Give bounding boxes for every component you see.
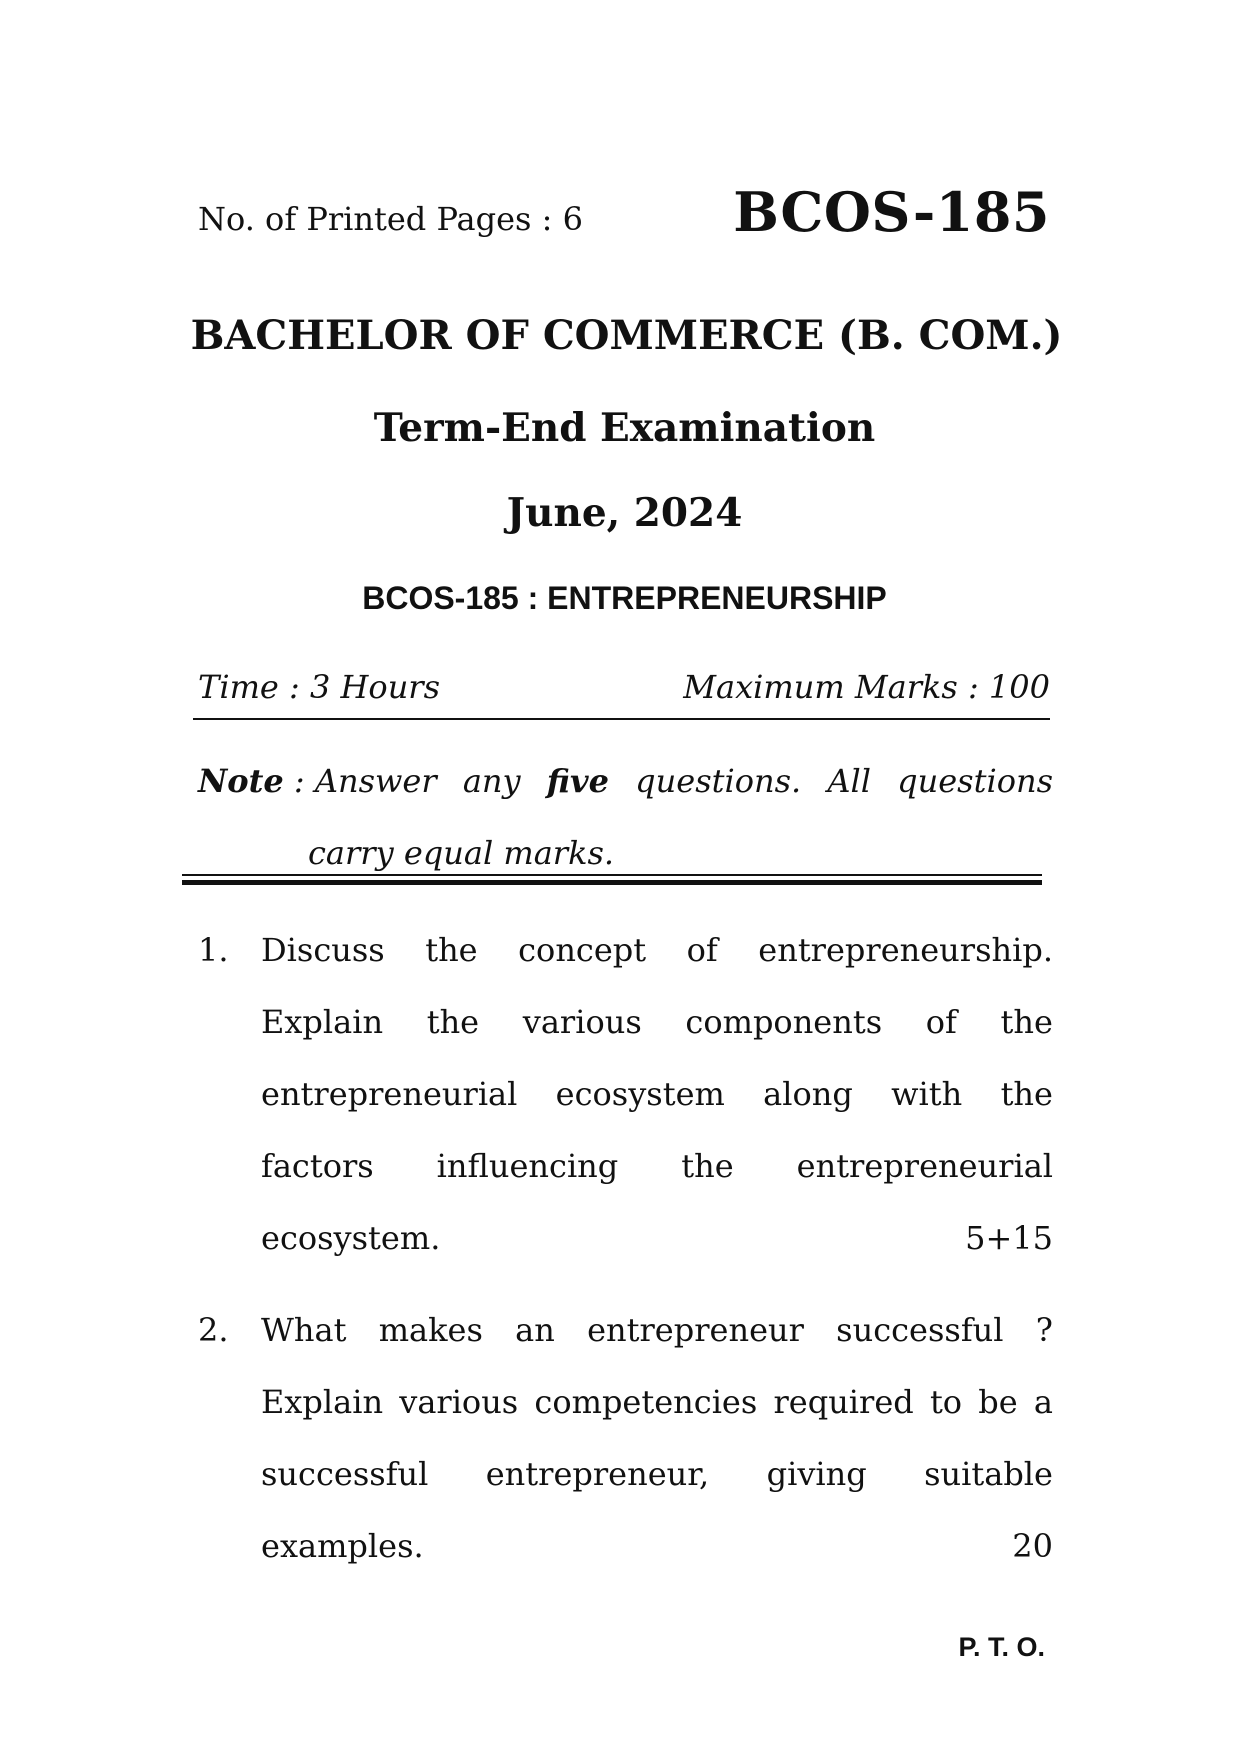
question-number: 2.	[198, 1311, 229, 1349]
question-word: competencies	[534, 1383, 758, 1421]
programme-title: BACHELOR OF COMMERCE (B. COM.)	[190, 312, 1063, 359]
question-word: Explain	[261, 1003, 384, 1041]
question-word: entrepreneur	[587, 1311, 804, 1349]
question-body	[261, 1294, 1053, 1582]
question-1	[198, 914, 1053, 1274]
instructions-note	[198, 745, 1053, 889]
divider-thin	[193, 718, 1050, 720]
question-word: with	[891, 1075, 963, 1113]
question-line	[261, 986, 1053, 1058]
question-word: the	[1000, 1075, 1053, 1113]
question-word: suitable	[924, 1455, 1053, 1493]
question-word: a	[1033, 1383, 1053, 1421]
question-marks: 20	[1012, 1527, 1053, 1565]
question-line	[261, 1366, 1053, 1438]
divider-double-thick	[182, 880, 1042, 885]
question-word: entrepreneur,	[485, 1455, 710, 1493]
question-word: successful	[836, 1311, 1004, 1349]
maximum-marks: Maximum Marks : 100	[683, 668, 1050, 706]
header-row	[198, 180, 1050, 250]
question-number: 1.	[198, 931, 229, 969]
question-last-line	[261, 1202, 1053, 1274]
question-word: entrepreneurial	[261, 1075, 518, 1113]
question-word: along	[763, 1075, 853, 1113]
question-word: components	[685, 1003, 883, 1041]
note-label-text: Note	[198, 762, 284, 800]
question-word: required	[773, 1383, 914, 1421]
course-title: BCOS-185 : ENTREPRENEURSHIP	[362, 580, 887, 616]
question-word: the	[425, 931, 478, 969]
question-word: ecosystem	[555, 1075, 725, 1113]
question-line	[261, 1294, 1053, 1366]
question-word: influencing	[436, 1147, 619, 1185]
question-line	[261, 1438, 1053, 1510]
question-word: the	[681, 1147, 734, 1185]
note-word: All	[827, 762, 871, 800]
note-word: questions	[897, 762, 1053, 800]
question-word: examples.	[261, 1527, 424, 1565]
question-word: factors	[261, 1147, 374, 1185]
question-word: various	[399, 1383, 519, 1421]
exam-session: June, 2024	[506, 490, 743, 536]
printed-pages: No. of Printed Pages : 6	[198, 200, 583, 238]
question-word: an	[515, 1311, 555, 1349]
question-word: Explain	[261, 1383, 384, 1421]
question-2	[198, 1294, 1053, 1582]
note-word: questions.	[635, 762, 802, 800]
question-word: What	[261, 1311, 347, 1349]
note-word: : Answer	[283, 762, 437, 800]
question-line	[261, 914, 1053, 986]
question-last-line	[261, 1510, 1053, 1582]
question-line	[261, 1130, 1053, 1202]
note-label	[198, 745, 437, 817]
page-turn-over: P. T. O.	[958, 1632, 1045, 1662]
divider-double-thin	[182, 874, 1042, 876]
question-word: Discuss	[261, 931, 385, 969]
question-word: the	[426, 1003, 480, 1041]
exam-title: Term-End Examination	[373, 405, 876, 451]
question-line	[261, 1058, 1053, 1130]
question-body	[261, 914, 1053, 1274]
question-word: concept	[518, 931, 647, 969]
question-word: be	[978, 1383, 1018, 1421]
question-word: various	[522, 1003, 642, 1041]
question-word: of	[686, 931, 718, 969]
question-marks: 5+15	[965, 1219, 1053, 1257]
question-word: successful	[261, 1455, 429, 1493]
question-word: entrepreneurial	[796, 1147, 1053, 1185]
course-code: BCOS-185	[733, 180, 1050, 244]
question-word: ecosystem.	[261, 1219, 441, 1257]
question-word: entrepreneurship.	[758, 931, 1053, 969]
question-word: to	[929, 1383, 963, 1421]
note-word: five	[546, 762, 609, 800]
question-word: ?	[1035, 1311, 1053, 1349]
note-line-2: carry equal marks.	[308, 834, 615, 872]
question-word: makes	[378, 1311, 483, 1349]
question-word: of	[925, 1003, 957, 1041]
question-word: the	[1000, 1003, 1053, 1041]
question-word: giving	[766, 1455, 867, 1493]
note-line-1	[198, 745, 1053, 817]
time-allowed: Time : 3 Hours	[198, 668, 441, 706]
note-word: any	[462, 762, 521, 800]
